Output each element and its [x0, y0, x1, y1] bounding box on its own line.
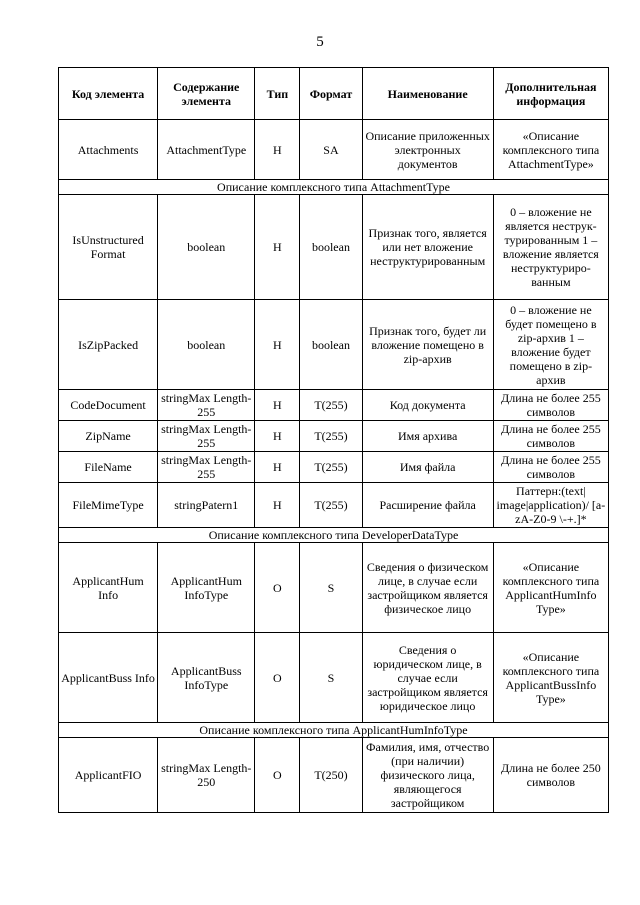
table-row	[59, 195, 609, 300]
cell-info: Длина не более 255 символов	[493, 452, 608, 483]
cell-info: «Описание комплексного типа ApplicantHumInfo Type»	[493, 543, 608, 633]
cell-content: stringPatern1	[158, 483, 255, 528]
cell-type: О	[255, 633, 300, 723]
section-title: Описание комплексного типа DeveloperDataType	[59, 528, 609, 543]
page-number: 5	[316, 34, 324, 50]
table-row	[59, 452, 609, 483]
table-row	[59, 483, 609, 528]
cell-format: T(255)	[300, 421, 362, 452]
cell-type: Н	[255, 452, 300, 483]
cell-name: Признак того, является или нет вложение неструктурированным	[362, 195, 493, 300]
cell-content: ApplicantHum InfoType	[158, 543, 255, 633]
cell-code: ApplicantFIO	[59, 738, 158, 813]
header-type: Тип	[255, 68, 300, 120]
cell-content: boolean	[158, 300, 255, 390]
cell-format: T(255)	[300, 483, 362, 528]
section-row	[59, 723, 609, 738]
cell-format: boolean	[300, 300, 362, 390]
cell-info: Длина не более 255 символов	[493, 421, 608, 452]
cell-type: Н	[255, 390, 300, 421]
cell-type: О	[255, 738, 300, 813]
table-row	[59, 738, 609, 813]
cell-content: stringMax Length-255	[158, 421, 255, 452]
table-header-row	[59, 68, 609, 120]
cell-name: Сведения о юридическом лице, в случае если застройщиком является юридическое лицо	[362, 633, 493, 723]
table-row	[59, 300, 609, 390]
section-row	[59, 528, 609, 543]
table-row	[59, 421, 609, 452]
cell-name: Признак того, будет ли вложение помещено в zip-архив	[362, 300, 493, 390]
section-row	[59, 180, 609, 195]
cell-code: CodeDocument	[59, 390, 158, 421]
cell-type: Н	[255, 195, 300, 300]
cell-code: ApplicantBuss Info	[59, 633, 158, 723]
cell-content: stringMax Length-255	[158, 452, 255, 483]
cell-name: Имя файла	[362, 452, 493, 483]
cell-info: «Описание комплексного типа AttachmentType»	[493, 120, 608, 180]
cell-format: SA	[300, 120, 362, 180]
header-format: Формат	[300, 68, 362, 120]
cell-info: Длина не более 250 символов	[493, 738, 608, 813]
cell-type: Н	[255, 120, 300, 180]
cell-code: ApplicantHum Info	[59, 543, 158, 633]
section-title: Описание комплексного типа ApplicantHumInfoType	[59, 723, 609, 738]
table-row	[59, 390, 609, 421]
elements-table	[58, 67, 609, 813]
cell-format: S	[300, 543, 362, 633]
cell-content: stringMax Length-250	[158, 738, 255, 813]
cell-code: FileMimeType	[59, 483, 158, 528]
cell-info: 0 – вложение не является неструк-турированным 1 – вложение является неструктуриро-ванным	[493, 195, 608, 300]
cell-type: Н	[255, 421, 300, 452]
cell-content: stringMax Length-255	[158, 390, 255, 421]
cell-format: boolean	[300, 195, 362, 300]
header-content: Содержание элемента	[158, 68, 255, 120]
cell-type: О	[255, 543, 300, 633]
cell-code: ZipName	[59, 421, 158, 452]
cell-code: FileName	[59, 452, 158, 483]
cell-format: T(255)	[300, 452, 362, 483]
cell-info: «Описание комплексного типа ApplicantBussInfo Type»	[493, 633, 608, 723]
section-title: Описание комплексного типа AttachmentType	[59, 180, 609, 195]
cell-info: Длина не более 255 символов	[493, 390, 608, 421]
cell-name: Описание приложенных электронных документов	[362, 120, 493, 180]
cell-name: Расширение файла	[362, 483, 493, 528]
cell-code: IsZipPacked	[59, 300, 158, 390]
cell-type: Н	[255, 300, 300, 390]
cell-content: AttachmentType	[158, 120, 255, 180]
table-row	[59, 633, 609, 723]
cell-content: boolean	[158, 195, 255, 300]
cell-name: Код документа	[362, 390, 493, 421]
cell-content: ApplicantBuss InfoType	[158, 633, 255, 723]
cell-name: Сведения о физическом лице, в случае если застройщиком является физическое лицо	[362, 543, 493, 633]
table-row	[59, 120, 609, 180]
cell-code: Attachments	[59, 120, 158, 180]
header-info: Дополнительная информация	[493, 68, 608, 120]
cell-type: Н	[255, 483, 300, 528]
cell-code: IsUnstructured Format	[59, 195, 158, 300]
header-code: Код элемента	[59, 68, 158, 120]
cell-format: T(255)	[300, 390, 362, 421]
cell-info: Паттерн:(text| image|application)/ [a-zA-Z0-9 \-+.]*	[493, 483, 608, 528]
header-name: Наименование	[362, 68, 493, 120]
cell-name: Имя архива	[362, 421, 493, 452]
cell-info: 0 – вложение не будет помещено в zip-архив 1 – вложение будет помещено в zip-архив	[493, 300, 608, 390]
table-row	[59, 543, 609, 633]
cell-format: S	[300, 633, 362, 723]
cell-format: T(250)	[300, 738, 362, 813]
cell-name: Фамилия, имя, отчество (при наличии) физического лица, являющегося застройщиком	[362, 738, 493, 813]
